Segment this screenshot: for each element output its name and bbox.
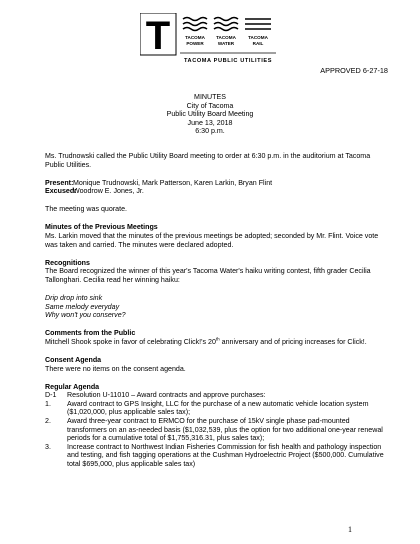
recognitions-heading: Recognitions xyxy=(45,258,90,267)
comments-text-b: anniversary and of pricing increases for Click!. xyxy=(219,337,367,346)
comments-heading: Comments from the Public xyxy=(45,329,136,338)
header-date: June 13, 2018 xyxy=(187,118,233,127)
consent-heading: Consent Agenda xyxy=(45,356,102,364)
d1-label: D-1 xyxy=(45,391,57,400)
logo-power-line1: TACOMA xyxy=(185,35,205,40)
haiku-line-2: Same melody everyday xyxy=(45,302,120,311)
quorum-line: The meeting was quorate. xyxy=(45,205,128,214)
approved-stamp: APPROVED 6-27-18 xyxy=(320,66,388,75)
logo-water-line2: WATER xyxy=(217,41,235,46)
excused-label: Excused: xyxy=(45,187,77,196)
header-time: 6:30 p.m. xyxy=(195,127,225,136)
excused-names: Woodrow E. Jones, Jr. xyxy=(73,187,144,196)
haiku-line-3: Why won't you conserve? xyxy=(45,311,126,320)
list-item-number: 2. xyxy=(45,417,51,426)
excused-line xyxy=(45,187,385,196)
list-item-text: Award contract to GPS Insight, LLC for the purchase of a new automatic vehicle location system ($1,020,000, plus applicable sales tax); xyxy=(67,399,369,417)
list-item xyxy=(45,400,385,417)
list-item xyxy=(45,417,385,443)
logo-footer-text: TACOMA PUBLIC UTILITIES xyxy=(183,58,273,64)
list-item-text: Award three-year contract to ERMCO for the purchase of 15kV single phase pad-mounted transformers on an as-needed basis ($1,032,539, plus the option for two additional one-year renewal periods for a cumulative total of $1,755,316.31, plus sales tax); xyxy=(67,417,383,443)
d1-text: Resolution U-11010 – Award contracts and approve purchases: xyxy=(67,391,266,400)
list-item-number: 1. xyxy=(45,399,51,408)
list-item xyxy=(45,443,385,469)
present-names: Monique Trudnowski, Mark Patterson, Karen Larkin, Bryan Flint xyxy=(73,178,273,187)
comments-superscript: th xyxy=(215,336,220,342)
logo-letter: T xyxy=(145,14,171,58)
tacoma-public-utilities-logo xyxy=(140,13,276,67)
header-city: City of Tacoma xyxy=(186,101,234,110)
intro-paragraph: Ms. Trudnowski called the Public Utility Board meeting to order at 6:30 p.m. in the auditorium at Tacoma Public Utilities. xyxy=(45,152,371,169)
d1-line xyxy=(45,391,385,400)
minutes-title: MINUTES xyxy=(194,93,226,101)
haiku-line-1: Drip drop into sink xyxy=(45,294,103,303)
comments-text-a: Mitchell Shook spoke in favor of celebrating Click!'s 20 xyxy=(45,337,216,346)
comments-text xyxy=(45,338,385,347)
consent-text: There were no items on the consent agenda. xyxy=(45,364,186,373)
present-line xyxy=(45,179,385,188)
list-item-number: 3. xyxy=(45,442,51,451)
logo-rail-line2: RAIL xyxy=(252,41,264,46)
logo-power-line2: POWER xyxy=(186,41,204,46)
header-meeting: Public Utility Board Meeting xyxy=(166,110,254,119)
logo-rail-line1: TACOMA xyxy=(248,35,268,40)
minutes-heading: Minutes of the Previous Meetings xyxy=(45,223,158,232)
logo-water-line1: TACOMA xyxy=(216,35,236,40)
regular-heading: Regular Agenda xyxy=(45,382,100,391)
minutes-text: Ms. Larkin moved that the minutes of the previous meetings be adopted; seconded by Mr. Flint. Voice vote was taken and carried. The minutes were declared adopted. xyxy=(45,232,379,249)
minutes-body xyxy=(45,152,385,469)
page-number: 1 xyxy=(348,525,352,535)
present-label: Present: xyxy=(45,178,74,187)
recognitions-text: The Board recognized the winner of this year's Tacoma Water's haiku writing contest, fifth grader Cecilia Tallonghari. Cecilia read her winning haiku: xyxy=(45,267,371,284)
list-item-text: Increase contract to Northwest Indian Fisheries Commission for fish health and pathology inspection and testing, and fish tagging operations at the Cushman Hydroelectric Project ($500,000. Cumulative total $695,000, plus applicable sales tax) xyxy=(67,442,384,469)
minutes-header xyxy=(0,93,420,136)
